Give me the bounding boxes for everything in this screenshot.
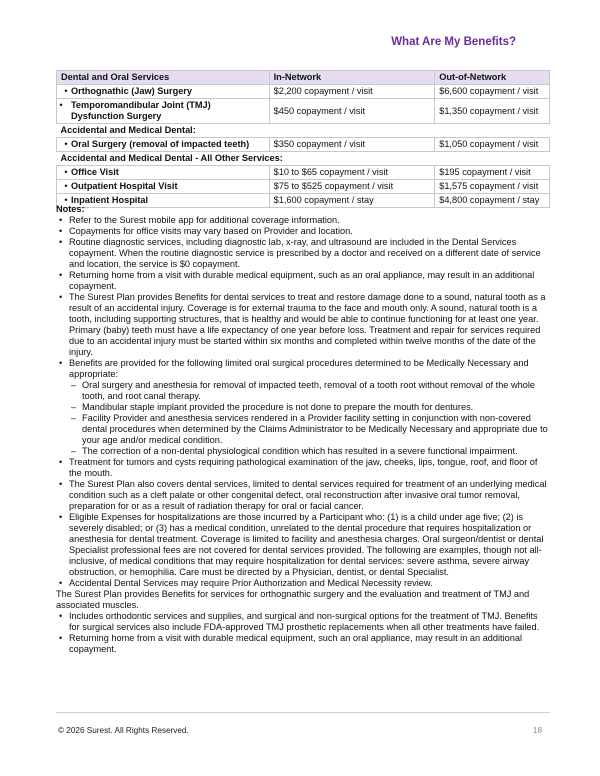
out-network-cell: $1,575 copayment / visit xyxy=(435,180,550,194)
list-item: • Returning home from a visit with durable medical equipment, such as an oral appliance, may result in an additional copayment. xyxy=(56,270,550,292)
sub-list xyxy=(69,380,550,457)
sub-list-item: – Oral surgery and anesthesia for removal of impacted teeth, removal of a tooth root without removal of the whole tooth, and root canal therapy. xyxy=(69,380,550,402)
in-network-cell: $350 copayment / visit xyxy=(269,138,435,152)
section-heading-other: Accidental and Medical Dental - All Other Services: xyxy=(57,152,550,166)
page-title: What Are My Benefits? xyxy=(391,36,516,48)
sub-list-item: – Mandibular staple implant provided the procedure is not done to prepare the mouth for dentures. xyxy=(69,402,550,413)
table-row xyxy=(57,138,550,152)
page-number: 18 xyxy=(532,726,542,735)
footer-divider xyxy=(56,712,550,713)
section-heading-accidental: Accidental and Medical Dental: xyxy=(57,124,550,138)
service-cell: • Outpatient Hospital Visit xyxy=(57,180,270,194)
notes-heading: Notes: xyxy=(56,204,85,214)
service-cell: • Temporomandibular Joint (TMJ) Dysfunction Surgery xyxy=(57,99,270,124)
sub-list-item: – The correction of a non-dental physiological condition which has resulted in a severe functional impairment. xyxy=(69,446,550,457)
table-header-row xyxy=(57,71,550,85)
list-item: • Refer to the Surest mobile app for additional coverage information. xyxy=(56,215,550,226)
list-item: • The Surest Plan also covers dental services, limited to dental services required for treatment of an underlying medical condition such as a cleft palate or other congenital defect, oral reconstruction after invasive oral tumor removal, preparation for or as a result of radiation therapy for oral or facial cancer. xyxy=(56,479,550,512)
list-item-text: Benefits are provided for the following limited oral surgical procedures determined to be Medically Necessary and appropriate: xyxy=(69,358,529,379)
in-network-cell: $10 to $65 copayment / visit xyxy=(269,166,435,180)
list-item: • Includes orthodontic services and supplies, and surgical and non-surgical options for the treatment of TMJ. Benefits for surgical services also include FDA-approved TMJ prosthetic replacements when all other treatments have failed. xyxy=(56,611,550,633)
tmj-list xyxy=(56,611,550,655)
service-cell: • Orthognathic (Jaw) Surgery xyxy=(57,85,270,99)
in-network-cell: $450 copayment / visit xyxy=(269,99,435,124)
list-item xyxy=(56,358,550,457)
out-network-cell: $195 copayment / visit xyxy=(435,166,550,180)
out-network-cell: $1,050 copayment / visit xyxy=(435,138,550,152)
service-cell: • Office Visit xyxy=(57,166,270,180)
column-header-service: Dental and Oral Services xyxy=(57,71,270,85)
table-row xyxy=(57,85,550,99)
out-network-cell: $4,800 copayment / stay xyxy=(435,194,550,208)
table-row xyxy=(57,180,550,194)
notes-section xyxy=(56,204,550,655)
table-section-row xyxy=(57,152,550,166)
table-row xyxy=(57,166,550,180)
list-item: • Eligible Expenses for hospitalizations are those incurred by a Participant who: (1) is a child under age five; (2) is severely disabled; or (3) has a medical condition, unrelated to the dental procedure that requires hospitalization or anesthesia for dental treatment. Coverage is limited to facility and anesthesia charges. Oral surgeon/dentist or dental Specialist professional fees are not covered for dental services provided. The following are examples, though not all-inclusive, of medical conditions that may require hospitalization for dental services: severe asthma, severe airway obstruction, or hemophilia. Care must be directed by a Physician, dentist, or dental Specialist. xyxy=(56,512,550,578)
list-item: • Accidental Dental Services may require Prior Authorization and Medical Necessity review. xyxy=(56,578,550,589)
in-network-cell: $75 to $525 copayment / visit xyxy=(269,180,435,194)
list-item: • Copayments for office visits may vary based on Provider and location. xyxy=(56,226,550,237)
out-network-cell: $6,600 copayment / visit xyxy=(435,85,550,99)
out-network-cell: $1,350 copayment / visit xyxy=(435,99,550,124)
notes-list xyxy=(56,215,550,589)
sub-list-item: – Facility Provider and anesthesia services rendered in a Provider facility setting in conjunction with non-covered dental procedures when determined by the Claims Administrator to be Medically Necessary and appropriate due to your age and/or medical condition. xyxy=(69,413,550,446)
list-item: • Returning home from a visit with durable medical equipment, such an oral appliance, may result in an additional copayment. xyxy=(56,633,550,655)
in-network-cell: $1,600 copayment / stay xyxy=(269,194,435,208)
service-cell: • Oral Surgery (removal of impacted teeth) xyxy=(57,138,270,152)
service-cell: • Inpatient Hospital xyxy=(57,194,270,208)
list-item: • Treatment for tumors and cysts requiring pathological examination of the jaw, cheeks, lips, tongue, roof, and floor of the mouth. xyxy=(56,457,550,479)
column-header-in-network: In-Network xyxy=(269,71,435,85)
benefits-table xyxy=(56,70,550,208)
footer-copyright: © 2026 Surest. All Rights Reserved. xyxy=(58,726,189,735)
in-network-cell: $2,200 copayment / visit xyxy=(269,85,435,99)
column-header-out-network: Out-of-Network xyxy=(435,71,550,85)
list-item: • The Surest Plan provides Benefits for dental services to treat and restore damage done to a sound, natural tooth as a result of an accidental injury. Coverage is for external trauma to the face and mouth only. A sound, natural tooth is a tooth, including supporting structures, that is healthy and would be able to continue functioning for at least one year. Primary (baby) teeth must have a life expectancy of one year before loss. Treatment and repair for services required due to an accidental injury must be started within six months and completed within twelve months of the date of the injury. xyxy=(56,292,550,358)
tmj-paragraph: The Surest Plan provides Benefits for services for orthognathic surgery and the evaluation and treatment of TMJ and associated muscles. xyxy=(56,589,530,610)
table-section-row xyxy=(57,124,550,138)
list-item: • Routine diagnostic services, including diagnostic lab, x-ray, and ultrasound are included in the Dental Services copayment. When the routine diagnostic service is prescribed by a doctor and received on a different date of service and location, the service is $0 copayment. xyxy=(56,237,550,270)
table-row xyxy=(57,99,550,124)
